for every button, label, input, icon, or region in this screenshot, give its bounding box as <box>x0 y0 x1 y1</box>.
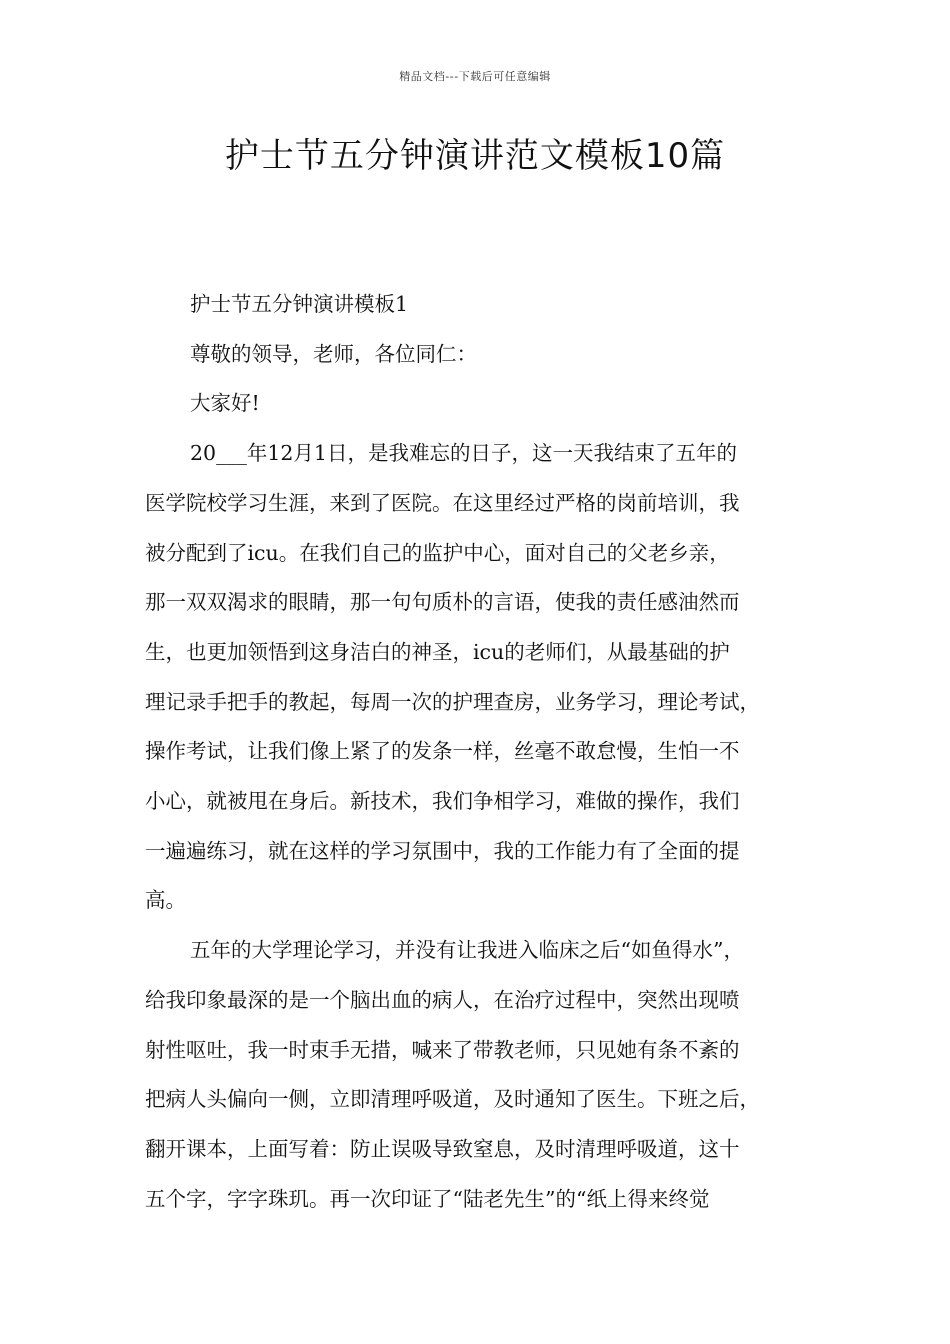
document-title: 护士节五分钟演讲范文模板10篇 <box>224 136 726 176</box>
section-heading: 护士节五分钟演讲模板1 <box>190 292 409 316</box>
paragraph-line: 五年的大学理论学习，并没有让我进入临床之后“如鱼得水”， <box>190 938 744 963</box>
paragraph-1 <box>145 429 825 926</box>
paragraph-2 <box>145 926 825 1224</box>
paragraph-line: 20___年12月1日，是我难忘的日子，这一天我结束了五年的 <box>190 441 737 466</box>
document-body <box>145 280 825 1224</box>
paragraph-line: 五个字，字字珠玑。再一次印证了“陆老先生”的“纸上得来终觉 <box>145 1186 710 1211</box>
paragraph-line: 射性呕吐，我一时束手无措，喊来了带教老师，只见她有条不紊的 <box>145 1037 740 1062</box>
paragraph-line: 给我印象最深的是一个脑出血的病人，在治疗过程中，突然出现喷 <box>145 987 740 1012</box>
paragraph-line: 操作考试，让我们像上紧了的发条一样，丝毫不敢怠慢，生怕一不 <box>145 739 740 764</box>
paragraph-line: 医学院校学习生涯，来到了医院。在这里经过严格的岗前培训，我 <box>145 490 740 515</box>
paragraph-line: 被分配到了icu。在我们自己的监护中心，面对自己的父老乡亲， <box>145 540 730 565</box>
paragraph-line: 生，也更加领悟到这身洁白的神圣，icu的老师们，从最基础的护 <box>145 639 730 664</box>
greeting: 大家好! <box>190 391 260 416</box>
paragraph-line: 高。 <box>145 888 186 913</box>
paragraph-line: 理记录手把手的教起，每周一次的护理查房，业务学习，理论考试， <box>145 689 760 714</box>
paragraph-line: 那一双双渴求的眼睛，那一句句质朴的言语，使我的责任感油然而 <box>145 590 740 615</box>
header-note: 精品文档---下载后可任意编辑 <box>399 70 551 83</box>
paragraph-line: 翻开课本，上面写着：防止误吸导致窒息，及时清理呼吸道，这十 <box>145 1136 740 1161</box>
paragraph-line: 把病人头偏向一侧，立即清理呼吸道，及时通知了医生。下班之后， <box>145 1087 760 1112</box>
salutation: 尊敬的领导，老师，各位同仁： <box>190 341 477 366</box>
paragraph-line: 一遍遍练习，就在这样的学习氛围中，我的工作能力有了全面的提 <box>145 838 740 863</box>
paragraph-line: 小心，就被甩在身后。新技术，我们争相学习，难做的操作，我们 <box>145 789 740 814</box>
